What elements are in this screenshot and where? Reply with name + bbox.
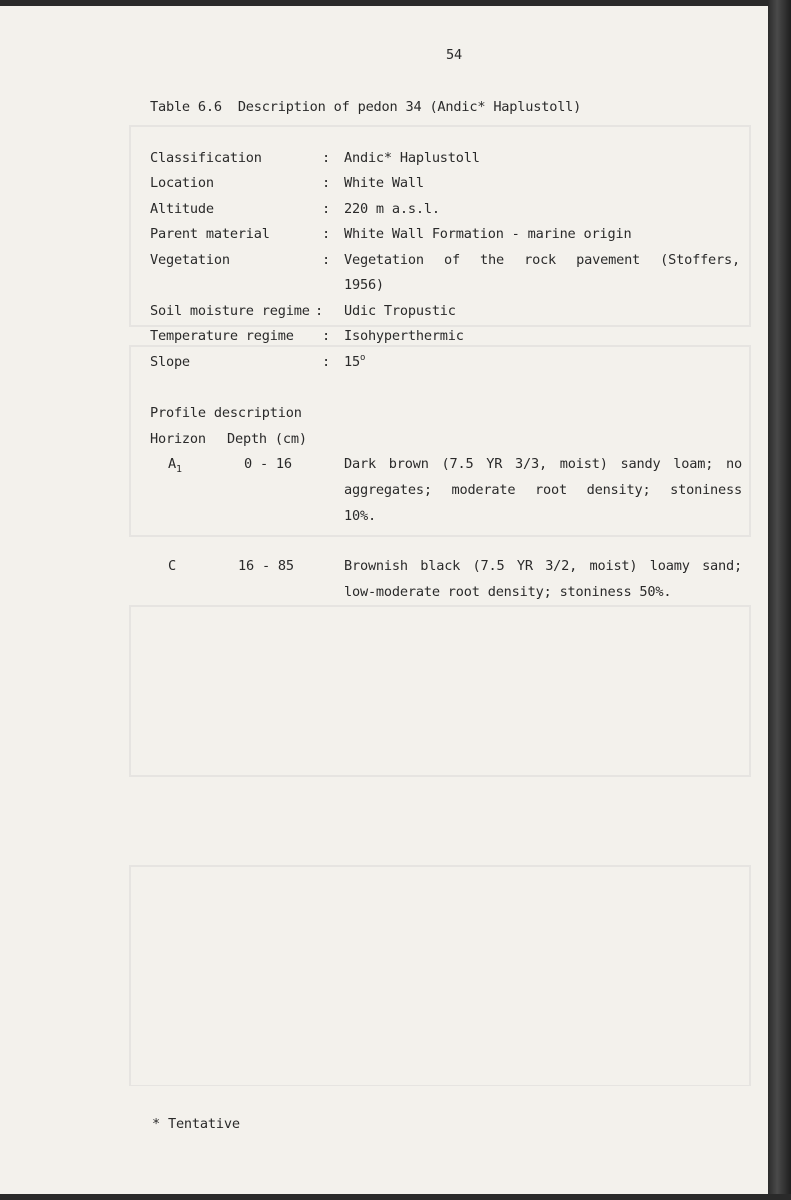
book-spine-edge — [768, 0, 791, 1200]
page-number: 54 — [446, 47, 462, 63]
colon: : — [322, 252, 330, 268]
colon: : — [322, 328, 330, 344]
value-vegetation-line1: Vegetation of the rock pavement (Stoffers, — [344, 252, 740, 268]
label-slope: Slope — [150, 354, 190, 370]
value-temperature-regime: Isohyperthermic — [344, 328, 464, 344]
table-title: Table 6.6 Description of pedon 34 (Andic* Haplustoll) — [150, 99, 582, 115]
value-slope: 15$^o$ — [344, 353, 366, 370]
colon: : — [322, 175, 330, 191]
horizon-depth: 0 - 16 — [244, 456, 292, 472]
horizon-name: $A_1$ — [168, 456, 182, 475]
colon: : — [315, 303, 323, 319]
value-altitude: 220 m a.s.l. — [344, 201, 440, 217]
label-vegetation: Vegetation — [150, 252, 230, 268]
value-soil-moisture-regime: Udic Tropustic — [344, 303, 456, 319]
label-location: Location — [150, 175, 214, 191]
column-depth: Depth (cm) — [227, 431, 307, 447]
value-location: White Wall — [344, 175, 424, 191]
description-line: Brownish black (7.5 YR 3/2, moist) loamy sand; — [344, 558, 742, 574]
colon: : — [322, 150, 330, 166]
scan-bottom-edge — [0, 1194, 791, 1200]
document-page — [0, 6, 770, 1196]
description-line: aggregates; moderate root density; stoniness — [344, 482, 742, 498]
value-vegetation-line2: 1956) — [344, 277, 384, 293]
column-horizon: Horizon — [150, 431, 206, 447]
value-classification: Andic* Haplustoll — [344, 150, 480, 166]
horizon-depth: 16 - 85 — [238, 558, 294, 574]
description-line: 10%. — [344, 508, 376, 524]
colon: : — [322, 201, 330, 217]
label-parent-material: Parent material — [150, 226, 270, 242]
horizon-description — [344, 557, 742, 609]
description-line: Dark brown (7.5 YR 3/3, moist) sandy loam; no — [344, 456, 742, 472]
horizon-description — [344, 455, 742, 533]
colon: : — [322, 354, 330, 370]
label-altitude: Altitude — [150, 201, 214, 217]
colon: : — [322, 226, 330, 242]
description-line: low-moderate root density; stoniness 50%. — [344, 584, 672, 600]
degree-superscript: o — [359, 353, 366, 363]
footnote: * Tentative — [152, 1116, 240, 1132]
label-classification: Classification — [150, 150, 262, 166]
label-temperature-regime: Temperature regime — [150, 328, 294, 344]
profile-heading: Profile description — [150, 405, 302, 421]
label-soil-moisture-regime: Soil moisture regime — [150, 303, 310, 319]
value-parent-material: White Wall Formation - marine origin — [344, 226, 632, 242]
horizon-name: C — [168, 558, 176, 574]
